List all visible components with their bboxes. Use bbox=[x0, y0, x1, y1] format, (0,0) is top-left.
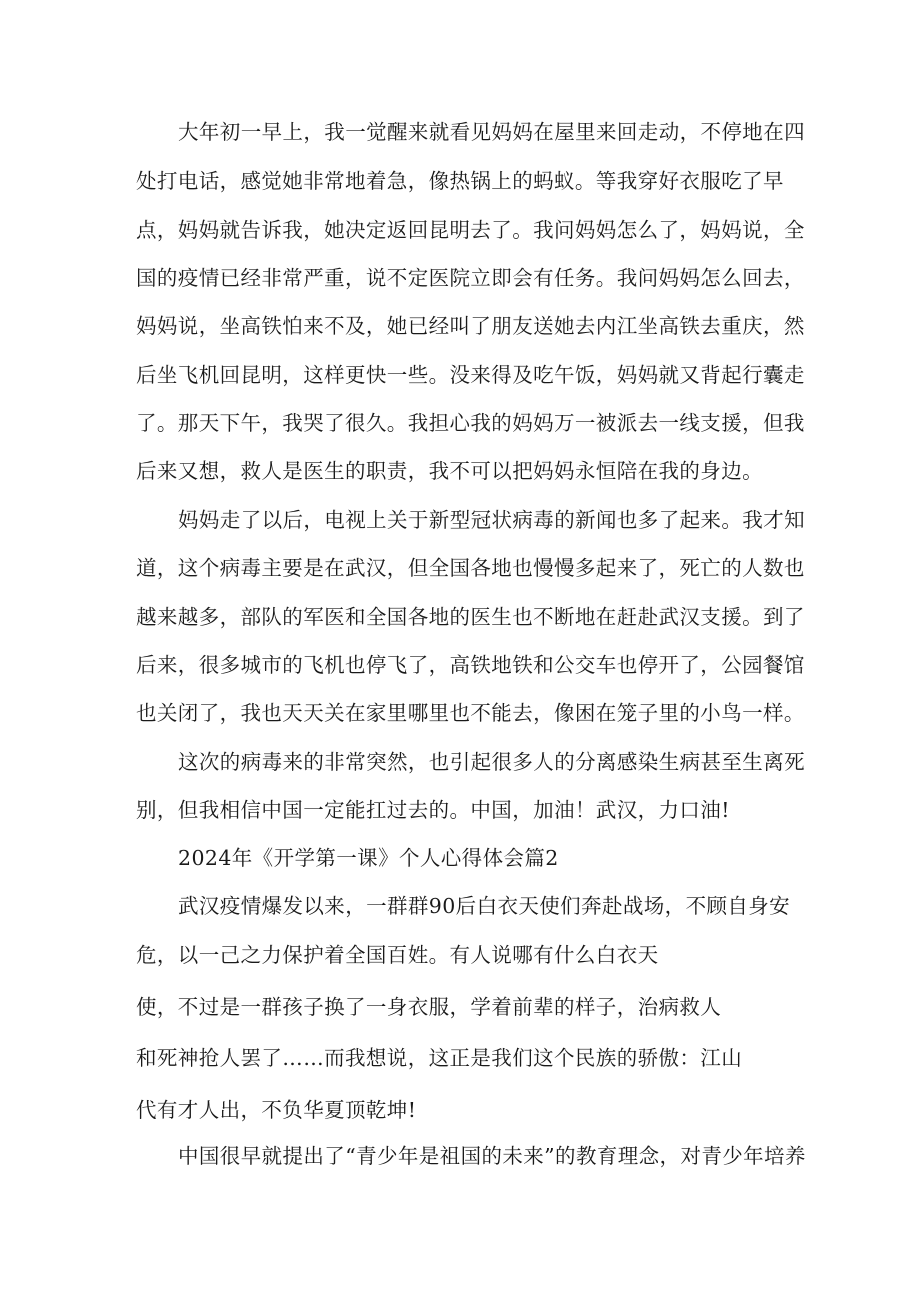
paragraph-line: 大年初一早上，我一觉醒来就看见妈妈在屋里来回走动，不停地在四 bbox=[178, 120, 805, 144]
paragraph-line: 后来又想，救人是医生的职责，我不可以把妈妈永恒陪在我的身边。 bbox=[136, 459, 763, 483]
paragraph-line: 点，妈妈就告诉我，她决定返回昆明去了。我问妈妈怎么了，妈妈说，全 bbox=[136, 218, 805, 242]
paragraph-line: 道，这个病毒主要是在武汉，但全国各地也慢慢多起来了，死亡的人数也 bbox=[136, 556, 805, 580]
paragraph-line: 和死神抢人罢了……而我想说，这正是我们这个民族的骄傲：江山 bbox=[136, 1046, 743, 1070]
paragraph-line: 妈妈走了以后，电视上关于新型冠状病毒的新闻也多了起来。我才知 bbox=[178, 508, 805, 532]
paragraph-line: 妈妈说，坐高铁怕来不及，她已经叫了朋友送她去内江坐高铁去重庆，然 bbox=[136, 314, 805, 338]
paragraph-line: 后坐飞机回昆明，这样更快一些。没来得及吃午饭，妈妈就又背起行囊走 bbox=[136, 363, 805, 387]
paragraph-line: 后来，很多城市的飞机也停飞了，高铁地铁和公交车也停开了，公园餐馆 bbox=[136, 653, 805, 677]
paragraph-line: 中国很早就提出了“青少年是祖国的未来”的教育理念，对青少年培养 bbox=[178, 1144, 806, 1168]
paragraph-line: 也关闭了，我也天天关在家里哪里也不能去，像困在笼子里的小鸟一样。 bbox=[136, 701, 805, 725]
paragraph-line: 使，不过是一群孩子换了一身衣服，学着前辈的样子，治病救人 bbox=[136, 995, 722, 1019]
paragraph-line: 武汉疫情爆发以来，一群群90后白衣天使们奔赴战场，不顾自身安 bbox=[178, 894, 791, 918]
paragraph-line: 处打电话，感觉她非常地着急，像热锅上的蚂蚁。等我穿好衣服吃了早 bbox=[136, 169, 784, 193]
paragraph-line: 这次的病毒来的非常突然，也引起很多人的分离感染生病甚至生离死 bbox=[178, 750, 805, 774]
paragraph-line: 越来越多，部队的军医和全国各地的医生也不断地在赶赴武汉支援。到了 bbox=[136, 605, 805, 629]
paragraph-line: 代有才人出，不负华夏顶乾坤! bbox=[136, 1098, 417, 1122]
paragraph-line: 别，但我相信中国一定能扛过去的。中国，加油！武汉，力口油! bbox=[136, 798, 730, 822]
paragraph-line: 危，以一己之力保护着全国百姓。有人说哪有什么白衣天 bbox=[136, 943, 659, 967]
paragraph-line: 国的疫情已经非常严重，说不定医院立即会有任务。我问妈妈怎么回去， bbox=[136, 266, 805, 290]
paragraph-line: 了。那天下午，我哭了很久。我担心我的妈妈万一被派去一线支援，但我 bbox=[136, 411, 805, 435]
section-heading: 2024年《开学第一课》个人心得体会篇2 bbox=[178, 846, 559, 870]
